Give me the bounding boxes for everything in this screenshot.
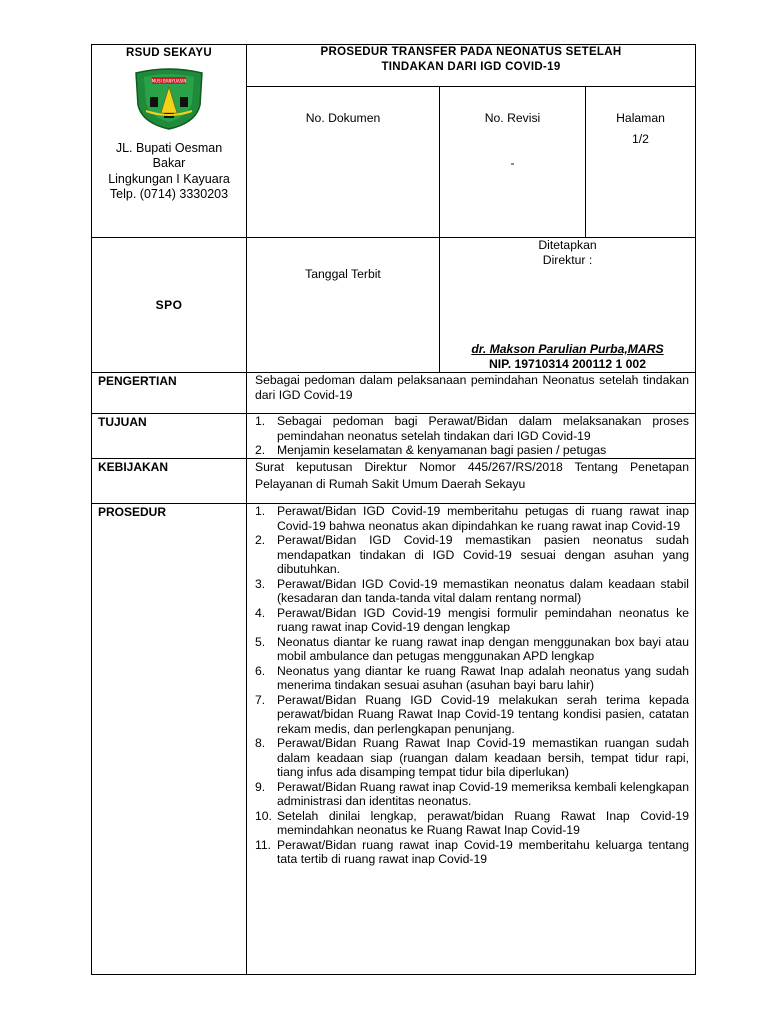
issue-date-label: Tanggal Terbit <box>305 267 381 281</box>
address-line: JL. Bupati Oesman <box>115 140 223 155</box>
revision-value: - <box>510 155 515 170</box>
page-label: Halaman <box>616 111 665 125</box>
pengertian-text: Sebagai pedoman dalam pelaksanaan pemindahan Neonatus setelah tindakan dari IGD Covid-19 <box>255 373 689 402</box>
list-number: 9. <box>255 779 266 794</box>
director-signature <box>440 342 695 371</box>
list-number: 4. <box>255 605 266 620</box>
list-number: 11. <box>255 837 272 852</box>
list-item <box>255 780 689 809</box>
list-text: Perawat/Bidan Ruang IGD Covid-19 melakukan serah terima kepada perawat/bidan Ruang Rawat Inap Covid-19 tentang kondisi pasien, catatan rekam medis, dan perlengkapan penunjang. <box>277 692 689 736</box>
page-value: 1/2 <box>632 131 649 146</box>
list-text: Neonatus yang diantar ke ruang Rawat Inap adalah neonatus yang sudah menerima tindakan sesuai asuhan (asuhan bayi baru lahir) <box>277 663 689 692</box>
doc-number-label: No. Dokumen <box>305 111 381 125</box>
list-text: Menjamin keselamatan & kenyamanan bagi pasien / petugas <box>277 443 607 457</box>
list-number: 10. <box>255 808 272 823</box>
list-text: Perawat/Bidan IGD Covid-19 mengisi formulir pemindahan neonatus ke ruang rawat inap Covid-19 dengan lengkap <box>277 605 689 634</box>
list-item <box>255 606 689 635</box>
list-item <box>255 693 689 737</box>
list-text: Perawat/Bidan Ruang rawat inap Covid-19 memeriksa kembali kelengkapan administrasi dan identitas neonatus. <box>277 779 689 808</box>
list-text: Perawat/Bidan Ruang Rawat Inap Covid-19 memastikan ruangan sudah dalam keadaan siap (ruangan dalam keadaan bersih, tempat tidur rapi, tiang infus ada disamping tempat tidur bila diperlukan) <box>277 736 689 779</box>
list-text: Neonatus diantar ke ruang rawat inap dengan menggunakan box bayi atau mobil ambulance dan petugas menggunakan APD lengkap <box>277 634 689 663</box>
list-number: 2. <box>255 533 266 547</box>
title-line: PROSEDUR TRANSFER PADA NEONATUS SETELAH <box>320 46 622 58</box>
kebijakan-label: KEBIJAKAN <box>98 460 169 474</box>
tujuan-label: TUJUAN <box>98 415 147 429</box>
approval-cell <box>440 238 696 373</box>
list-text: Perawat/Bidan ruang rawat inap Covid-19 memberitahu keluarga tentang tata tertib di ruang rawat inap Covid-19 <box>277 837 689 866</box>
title-line: TINDAKAN DARI IGD COVID-19 <box>381 61 561 73</box>
tujuan-content-cell <box>247 414 696 459</box>
director-name: dr. Makson Parulian Purba,MARS <box>471 342 664 356</box>
revision-label: No. Revisi <box>484 111 541 125</box>
hospital-address <box>92 141 246 203</box>
list-item <box>255 664 689 693</box>
logo-text: MUSI BANYUASIN <box>151 78 187 83</box>
document-title <box>247 45 695 75</box>
list-number: 1. <box>255 414 266 428</box>
address-line: Bakar <box>152 156 186 170</box>
prosedur-label: PROSEDUR <box>98 505 167 519</box>
list-text: Perawat/Bidan IGD Covid-19 memberitahu petugas di ruang rawat inap Covid-19 bahwa neonatus akan dipindahkan ke ruang rawat inap Covid-19 <box>277 504 689 533</box>
list-number: 8. <box>255 736 266 750</box>
prosedur-label-cell <box>92 504 247 975</box>
list-item <box>255 809 689 838</box>
prosedur-content-cell <box>247 504 696 975</box>
approval-line: Ditetapkan <box>538 238 597 252</box>
list-item <box>255 414 689 443</box>
tujuan-list <box>247 414 695 458</box>
list-text: Perawat/Bidan IGD Covid-19 memastikan neonatus dalam keadaan stabil (kesadaran dan tanda-tanda vital dalam rentang normal) <box>277 576 689 605</box>
spo-document <box>91 44 695 975</box>
list-item <box>255 838 689 867</box>
list-item <box>255 533 689 577</box>
list-number: 1. <box>255 504 266 518</box>
list-item <box>255 635 689 664</box>
list-number: 7. <box>255 692 266 707</box>
approval-line: Direktur : <box>542 252 593 267</box>
list-item <box>255 504 689 533</box>
spo-label-cell <box>92 238 247 373</box>
list-number: 5. <box>255 634 266 649</box>
tujuan-label-cell <box>92 414 247 459</box>
list-item <box>255 443 689 458</box>
page-cell <box>586 87 696 238</box>
list-number: 6. <box>255 663 266 678</box>
list-number: 2. <box>255 443 266 457</box>
kebijakan-label-cell <box>92 459 247 504</box>
address-line: Telp. (0714) 3330203 <box>109 187 229 201</box>
doc-number-cell <box>247 87 440 238</box>
list-item <box>255 736 689 780</box>
pengertian-label: PENGERTIAN <box>98 374 177 388</box>
pengertian-label-cell <box>92 373 247 414</box>
list-item <box>255 577 689 606</box>
list-text: Setelah dinilai lengkap, perawat/bidan Ruang Rawat Inap Covid-19 memindahkan neonatus ke Ruang Rawat Inap Covid-19 <box>277 808 689 837</box>
pengertian-content-cell <box>247 373 696 414</box>
hospital-logo-icon <box>130 67 208 131</box>
hospital-identity-cell <box>92 45 247 238</box>
list-text: Sebagai pedoman bagi Perawat/Bidan dalam melaksanakan proses pemindahan neonatus setelah tindakan dari IGD Covid-19 <box>277 414 689 443</box>
spo-table <box>91 44 696 975</box>
prosedur-list <box>247 504 695 867</box>
spo-label: SPO <box>155 297 183 312</box>
document-title-cell <box>247 45 696 87</box>
director-nip: NIP. 19710314 200112 1 002 <box>488 356 646 371</box>
address-line: Lingkungan I Kayuara <box>108 171 230 186</box>
list-number: 3. <box>255 576 266 591</box>
revision-cell <box>440 87 586 238</box>
approval-heading <box>440 238 695 267</box>
kebijakan-text: Surat keputusan Direktur Nomor 445/267/RS/2018 Tentang Penetapan Pelayanan di Rumah Sakit Umum Daerah Sekayu <box>255 460 689 491</box>
list-text: Perawat/Bidan IGD Covid-19 memastikan pasien neonatus sudah mendapatkan tindakan di IGD Covid-19 sesuai dengan asuhan yang dibutuhkan. <box>277 533 689 576</box>
issue-date-cell <box>247 238 440 373</box>
hospital-name: RSUD SEKAYU <box>126 47 212 59</box>
kebijakan-content-cell <box>247 459 696 504</box>
